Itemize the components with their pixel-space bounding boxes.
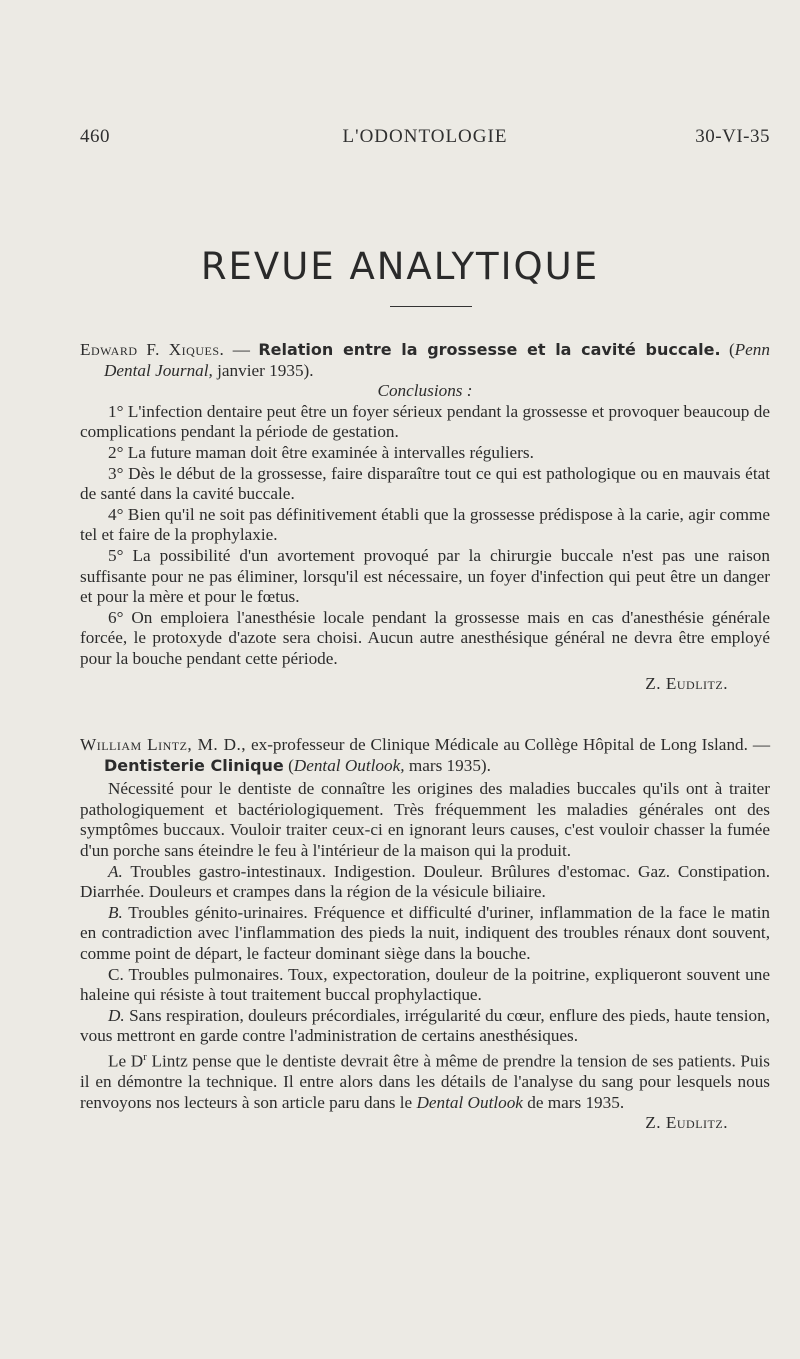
conclusion-item: 3° Dès le début de la grossesse, faire disparaître tout ce qui est pathologique ou en mauvais état de santé dans la cavité buccale. bbox=[80, 463, 770, 504]
conclusions-label: Conclusions : bbox=[377, 381, 473, 401]
symptom-section: B. Troubles génito-urinaires. Fréquence et difficulté d'uriner, inflammation de la face le matin en contradiction avec l'inflammation des pieds la nuit, indiquent des troubles rénaux dont souvent, comme point de départ, le facteur dominant siège dans la bouche. bbox=[80, 902, 770, 963]
intro-paragraph: Nécessité pour le dentiste de connaître les origines des maladies buccales qu'ils ont à traiter pathologiquement et bactériologiquement. Très fréquemment les maladies générales ont des symptômes buccaux. Vouloir traiter ceux-ci en ignorant leurs causes, c'est vouloir chasser la fumée d'un porche sans éteindre le feu à l'intérieur de la maison qui la produit. bbox=[80, 779, 770, 860]
conclusion-item: 6° On emploiera l'anesthésie locale pendant la grossesse mais en cas d'anesthésie générale forcée, le protoxyde d'azote sera choisi. Aucun autre anesthésique général ne devra être employé pour la bouche pendant cette période. bbox=[80, 607, 770, 668]
symptom-section: D. Sans respiration, douleurs précordiales, irrégularité du cœur, enflure des pieds, haute tension, vous mettront en garde contre l'administration de certains anesthésiques. bbox=[80, 1005, 770, 1046]
article-xiques bbox=[80, 340, 770, 694]
conclusion-item: 2° La future maman doit être examinée à intervalles réguliers. bbox=[108, 442, 534, 462]
journal-name: L'ODONTOLOGIE bbox=[342, 126, 508, 147]
article-citation: William Lintz, M. D., ex-professeur de Clinique Médicale au Collège Hôpital de Long Island. — Dentisterie Clinique (Dental Outlook, mars 1935). bbox=[80, 735, 771, 775]
author-affiliation: ex-professeur de Clinique Médicale au Collège Hôpital de Long Island. bbox=[246, 735, 748, 754]
page-number: 460 bbox=[80, 126, 110, 147]
running-head bbox=[80, 126, 770, 156]
reviewer-signature: Z. Eudlitz. bbox=[645, 1113, 728, 1133]
closing-paragraph: Le $D^r$ Lintz pense que le dentiste devrait être à même de prendre la tension de ses patients. Puis il en démontre la technique. Il entre alors dans les détails de l'analyse du sang pour lesquels nous renvoyons nos lecteurs à son article paru dans le Dental Outlook de mars 1935. bbox=[80, 1050, 770, 1112]
article-heading: Relation entre la grossesse et la cavité buccale. bbox=[258, 340, 721, 359]
title-divider bbox=[390, 306, 472, 307]
conclusion-item: 5° La possibilité d'un avortement provoqué par la chirurgie buccale n'est pas une raison suffisante pour ne pas éliminer, lorsqu'il est nécessaire, un foyer d'infection qui peut être un danger et pour la mère et pour le fœtus. bbox=[80, 545, 770, 607]
source-journal: Dental Outlook, bbox=[293, 755, 405, 775]
source-journal: Penn Dental Journal, bbox=[104, 340, 770, 380]
conclusion-item: 1° L'infection dentaire peut être un foyer sérieux pendant la grossesse et provoquer beaucoup de complications pendant la période de gestation. bbox=[80, 401, 770, 442]
conclusion-item: 4° Bien qu'il ne soit pas définitivement établi que la grossesse prédispose à la carie, agir comme tel et faire de la prophylaxie. bbox=[80, 504, 770, 545]
article-heading: Dentisterie Clinique bbox=[104, 755, 284, 775]
issue-date: 30-VI-35 bbox=[695, 126, 770, 147]
article-author: Edward F. Xiques. bbox=[80, 340, 225, 359]
article-citation: Edward F. Xiques. — Relation entre la grossesse et la cavité buccale. (Penn Dental Journal, janvier 1935). bbox=[80, 340, 770, 380]
article-author: William Lintz, M. D., bbox=[80, 735, 247, 754]
reviewer-signature: Z. Eudlitz. bbox=[645, 673, 728, 693]
article-lintz bbox=[80, 735, 770, 1134]
symptom-section: C. Troubles pulmonaires. Toux, expectoration, douleur de la poitrine, expliqueront souvent une haleine qui résiste à tout traitement buccal prophylactique. bbox=[80, 964, 770, 1005]
section-title: REVUE ANALYTIQUE bbox=[200, 245, 600, 288]
symptom-section: A. Troubles gastro-intestinaux. Indigestion. Douleur. Brûlures d'estomac. Gaz. Constipation. Diarrhée. Douleurs et crampes dans la région de la vésicule biliaire. bbox=[80, 861, 770, 902]
